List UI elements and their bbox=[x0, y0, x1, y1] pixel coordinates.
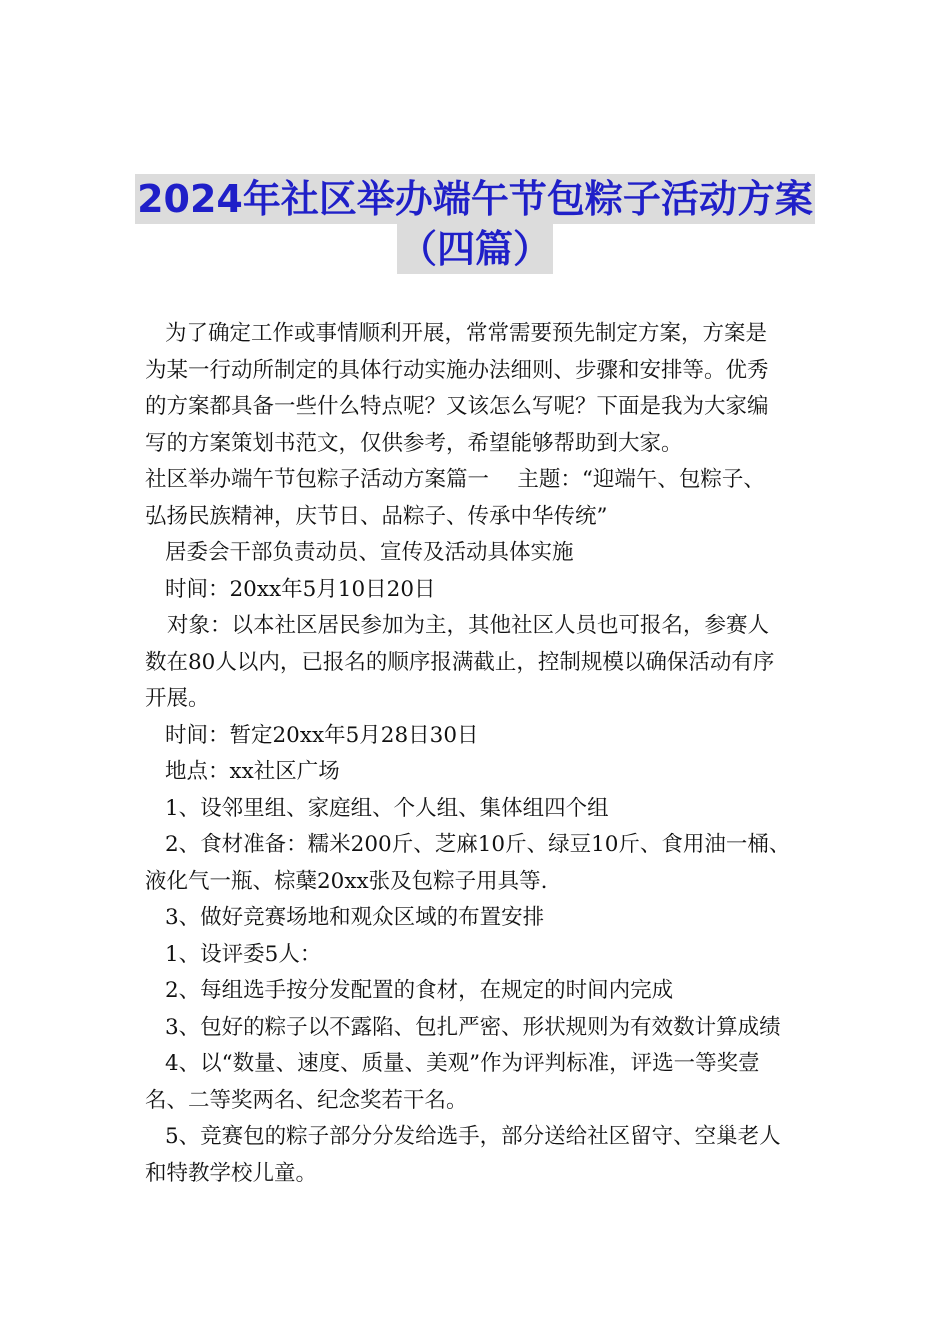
rule-item-5-line-2: 和特教学校儿童。 bbox=[145, 1160, 318, 1186]
prep-item-3: 3、做好竞赛场地和观众区域的布置安排 bbox=[165, 905, 545, 930]
rule-item-2: 2、每组选手按分发配置的食材，在规定的时间内完成 bbox=[165, 978, 674, 1003]
target-line-1: 对象：以本社区居民参加为主，其他社区人员也可报名，参赛人 bbox=[167, 613, 770, 638]
intro-line-4: 写的方案策划书范文，仅供参考，希望能够帮助到大家。 bbox=[145, 430, 683, 456]
prep-item-1: 1、设邻里组、家庭组、个人组、集体组四个组 bbox=[165, 795, 609, 821]
document-body bbox=[145, 316, 825, 1192]
target-line-2: 数在80人以内，已报名的顺序报满截止，控制规模以确保活动有序 bbox=[145, 649, 775, 675]
rule-item-1: 1、设评委5人： bbox=[165, 941, 322, 967]
intro-line-3: 的方案都具备一些什么特点呢？又该怎么写呢？下面是我为大家编 bbox=[145, 394, 769, 419]
intro-line-2: 为某一行动所制定的具体行动实施办法细则、步骤和安排等。优秀 bbox=[145, 357, 769, 383]
rule-item-4-line-1: 4、以“数量、速度、质量、美观”作为评判标准，评选一等奖壹 bbox=[165, 1051, 760, 1076]
time-line-1: 时间：20xx年5月10日20日 bbox=[165, 576, 436, 602]
rule-item-5-line-1: 5、竞赛包的粽子部分分发给选手，部分送给社区留守、空巢老人 bbox=[165, 1124, 781, 1149]
section-heading-line-1: 社区举办端午节包粽子活动方案篇一 主题：“迎端午、包粽子、 bbox=[145, 467, 765, 492]
section-heading-line-2: 弘扬民族精神，庆节日、品粽子、传承中华传统” bbox=[145, 503, 608, 529]
prep-item-2-line-1: 2、食材准备：糯米200斤、芝麻10斤、绿豆10斤、食用油一桶、 bbox=[165, 832, 791, 857]
time-line-2: 时间：暂定20xx年5月28日30日 bbox=[165, 722, 479, 748]
target-line-3: 开展。 bbox=[145, 686, 210, 711]
organizer-line: 居委会干部负责动员、宣传及活动具体实施 bbox=[165, 540, 574, 565]
place-line: 地点：xx社区广场 bbox=[165, 759, 340, 784]
title-line-1: 2024年社区举办端午节包粽子活动方案 bbox=[135, 174, 815, 224]
rule-item-3: 3、包好的粽子以不露陷、包扎严密、形状规则为有效数计算成绩 bbox=[165, 1014, 781, 1040]
intro-line-1: 为了确定工作或事情顺利开展，常常需要预先制定方案，方案是 bbox=[165, 321, 768, 346]
title-line-2: （四篇） bbox=[397, 224, 553, 274]
prep-item-2-line-2: 液化气一瓶、棕蘖20xx张及包粽子用具等. bbox=[145, 868, 548, 894]
document-title bbox=[0, 174, 950, 274]
rule-item-4-line-2: 名、二等奖两名、纪念奖若干名。 bbox=[145, 1087, 468, 1113]
